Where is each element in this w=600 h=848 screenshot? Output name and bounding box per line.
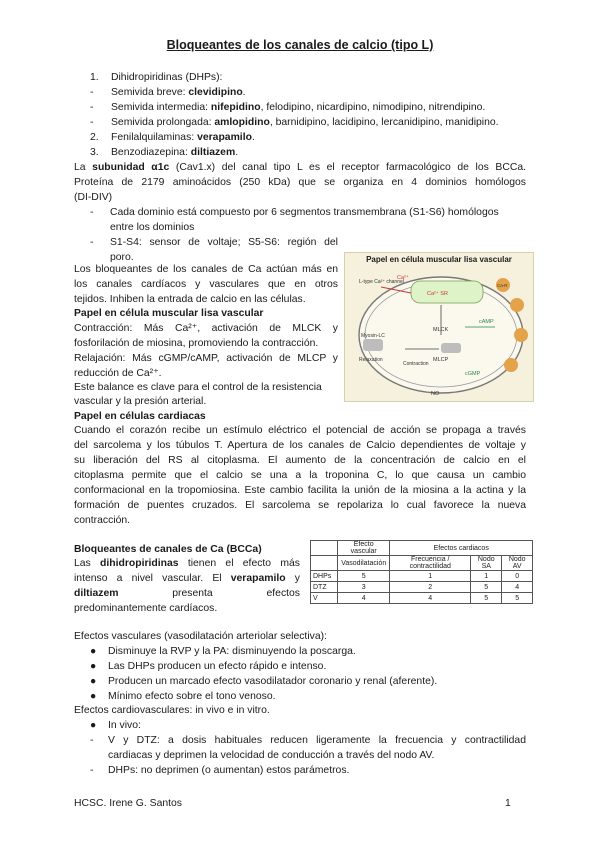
figure-label: Relaxation — [359, 357, 383, 363]
list-item: - Semivida prolongada: amlopidino, barnidipino, lacidipino, lercanidipino, manidipino. — [90, 117, 499, 128]
figure-label: MLCP — [433, 357, 449, 363]
paragraph-line: Relajación: Más cGMP/cAMP, activación de MLCP y — [74, 353, 338, 364]
footer-author: HCSC. Irene G. Santos — [74, 798, 182, 809]
figure-label: Ca²⁺ — [397, 275, 409, 281]
dash-item-cont: entre los dominios — [110, 222, 195, 233]
figure-label: cAMP — [479, 319, 494, 325]
figure-label: L-type Ca²⁺ channel — [359, 279, 404, 285]
page-title: Bloqueantes de los canales de calcio (tipo L) — [166, 38, 434, 52]
cell-diagram-svg — [345, 265, 533, 401]
table-row: DTZ 3 2 5 4 — [311, 582, 533, 593]
dash-item-cont: cardiacas y deprimen la velocidad de conducción a través del nodo AV. — [108, 750, 435, 761]
paragraph-line: (DI-DIV) — [74, 192, 113, 203]
paragraph-line: Este balance es clave para el control de la resistencia — [74, 382, 322, 393]
effects-table — [310, 540, 533, 604]
paragraph-line: formación de puentes cruzados. El sarcolema se repolariza lo cual favorece la nueva — [74, 500, 526, 511]
paragraph-line: diltiazem presenta efectos — [74, 588, 301, 599]
section-heading: Efectos cardiovasculares: in vivo e in vitro. — [74, 705, 270, 716]
paragraph-line: del sarcolema y los túbulos T. Apertura de los canales de Calcio dependientes de voltaje y — [74, 440, 526, 451]
list-item: - Semivida intermedia: nifepidino, felodipino, nicardipino, nimodipino, nitrendipino. — [90, 102, 486, 113]
table-subheader: Frecuencia / contractilidad — [390, 556, 471, 571]
paragraph-line: intenso a nivel vascular. El verapamilo y — [74, 573, 300, 584]
figure-label: Myosin-LC — [361, 333, 385, 339]
paragraph-line: La subunidad α1c (Cav1.x) del canal tipo L es el receptor farmacológico de los BCCa. — [74, 162, 527, 173]
page-number: 1 — [505, 798, 511, 809]
figure-label: Contraction — [403, 361, 429, 367]
paragraph-line: Las dihidropiridinas tienen el efecto más — [74, 558, 300, 569]
paragraph-line: Contracción: Más Ca²⁺, activación de MLCK y — [74, 323, 338, 334]
figure-label: cGMP — [465, 371, 481, 377]
paragraph-line: tejidos. Inhiben la entrada de calcio en las células. — [74, 294, 306, 305]
paragraph-line: conformacional en la tropomiosina. Este cambio facilita la unión de la miosina a la actina y la — [74, 485, 526, 496]
table-subheader: Nodo AV — [502, 556, 533, 571]
table-subheader: Nodo SA — [471, 556, 502, 571]
paragraph-line: Proteína de 2179 aminoácidos (250 kDa) que se organiza en 4 dominios homólogos — [74, 177, 526, 188]
paragraph-line: contracción. — [74, 515, 131, 526]
paragraph-line: citoplasma permite que el calcio se una a la troponina C, lo que causa un cambio — [74, 470, 526, 481]
table-header: Efectos cardiacos — [390, 541, 533, 556]
list-item: 2. Fenilalquilaminas: verapamilo. — [90, 132, 255, 143]
figure-title: Papel en célula muscular lisa vascular — [366, 255, 512, 264]
paragraph-line: los canales cardíacos y vasculares que en otros — [74, 279, 338, 290]
list-item: 1. Dihidropiridinas (DHPs): — [90, 72, 223, 83]
figure-label: NO — [431, 391, 440, 397]
figure-label: Ca-R — [497, 283, 508, 288]
list-item: - Semivida breve: clevidipino. — [90, 87, 246, 98]
section-heading: Bloqueantes de canales de Ca (BCCa) — [74, 544, 262, 555]
smooth-muscle-diagram — [344, 252, 534, 402]
section-heading: Papel en células cardiacas — [74, 411, 206, 422]
paragraph-line: reducción de Ca²⁺. — [74, 368, 162, 379]
paragraph-line: vascular y la presión arterial. — [74, 396, 207, 407]
paragraph-line: Los bloqueantes de los canales de Ca actúan más en — [74, 264, 338, 275]
dash-item-cont: poro. — [110, 252, 134, 263]
table-row: DHPs 5 1 1 0 — [311, 571, 533, 582]
figure-label: MLCK — [433, 327, 449, 333]
paragraph-line: predominantemente cardíacos. — [74, 603, 218, 614]
figure-label: Ca²⁺ SR — [427, 291, 448, 297]
myosin-box — [441, 343, 461, 353]
myosin-box — [363, 339, 383, 351]
paragraph-line: su liberación del RS al citoplasma. El aumento de la concentración de calcio en el — [74, 455, 526, 466]
receptor-node — [504, 358, 518, 372]
paragraph-line: fosforilación de miosina, promoviendo la contracción. — [74, 338, 319, 349]
paragraph-line: Cuando el corazón recibe un estímulo eléctrico el potencial de acción se propaga a través — [74, 425, 526, 436]
document-page: Bloqueantes de los canales de calcio (tipo L) 1. Dihidropiridinas (DHPs): - Semivida breve: clevidipino. - Semivida intermedia: nifepidino, felodipino, nicardipino, nimodipino, nitrendipino. - Semivida prolongada: amlopidino, barnidipino, lacidipino, lercanidipino, manidipino. 2. Fenilalquilaminas: verapamilo. 3. Benzodiazepina: diltiazem. La subunidad α1c (Cav1.x) del canal tipo L es el receptor farmacológico de los BCCa. Proteína de 2179 aminoácidos (250 kDa) que se organiza en 4 dominios homólogos (DI-DIV) - Cada dominio está compuesto por 6 segmentos transmembrana (S1-S6) homólogos entre los dominios - S1-S4: sensor de voltaje; S5-S6: región del poro. Los bloqueantes de los canales de Ca actúan más en los canales cardíacos y vasculares que en otros tejidos. Inhiben la entrada de calcio en las células. Papel en célula muscular lisa vascular Contracción: Más Ca²⁺, activación de MLCK y fosforilación de miosina, promoviendo la contracción. Relajación: Más cGMP/cAMP, activación de MLCP y reducción de Ca²⁺. Este balance es clave para el control de la resistencia vascular y la presión arterial. Papel en célula muscular lisa vascular L-type Ca²⁺ channel Ca²⁺ Ca²⁺ SR MLCK MLCP cAMP cGMP NO Myosin-LC Relaxation Contraction Ca-R Papel en células cardiacas Cuando el corazón recibe un estímulo eléctrico el potencial de acción se propaga a través del sarcolema y los túbulos T. Apertura de los canales de Calcio dependientes de voltaje y su liberación del RS al citoplasma. El aumento de la concentración de calcio en el citoplasma permite que el calcio se una a la troponina C, lo que causa un cambio conformacional en la tropomiosina. Este cambio facilita la unión de la miosina a la actina y la formación de puentes cruzados. El sarcolema se repolariza lo cual favorece la nueva contracción. Bloqueantes de canales de Ca (BCCa) Las dihidropiridinas tienen el efecto más intenso a nivel vascular. El verapamilo y diltiazem presenta efectos predominantemente cardíacos. Efecto vascular Efectos cardiacos Vasodilatación Frecuencia / contractilidad Nodo SA Nodo AV DHPs 5 1 1 0 DTZ 3 2 5 4 V 4 4 5 5 Efectos vasculares (vasodilatación arteriolar selectiva): ● Disminuye la RVP y la PA: disminuyendo la poscarga. ● Las DHPs producen un efecto rápido e intenso. ● Producen un marcado efecto vasodilatador coronario y renal (aferente). ● Mínimo efecto sobre el tono venoso. Efectos cardiovasculares: in vivo e in vitro. ● In vivo: - V y DTZ: a dosis habituales reducen ligeramente la frecuencia y contractilidad cardiacas y deprimen la velocidad de conducción a través del nodo AV. - DHPs: no deprimen (o aumentan) estos parámetros. HCSC. Irene G. Santos 1 — [0, 0, 600, 848]
list-item: 3. Benzodiazepina: diltiazem. — [90, 147, 239, 158]
table-subheader: Vasodilatación — [338, 556, 390, 571]
receptor-node — [510, 298, 524, 312]
table-header: Efecto vascular — [338, 541, 390, 556]
section-heading: Efectos vasculares (vasodilatación arteriolar selectiva): — [74, 631, 327, 642]
receptor-node — [514, 328, 528, 342]
table-row: V 4 4 5 5 — [311, 593, 533, 604]
section-heading: Papel en célula muscular lisa vascular — [74, 308, 264, 319]
